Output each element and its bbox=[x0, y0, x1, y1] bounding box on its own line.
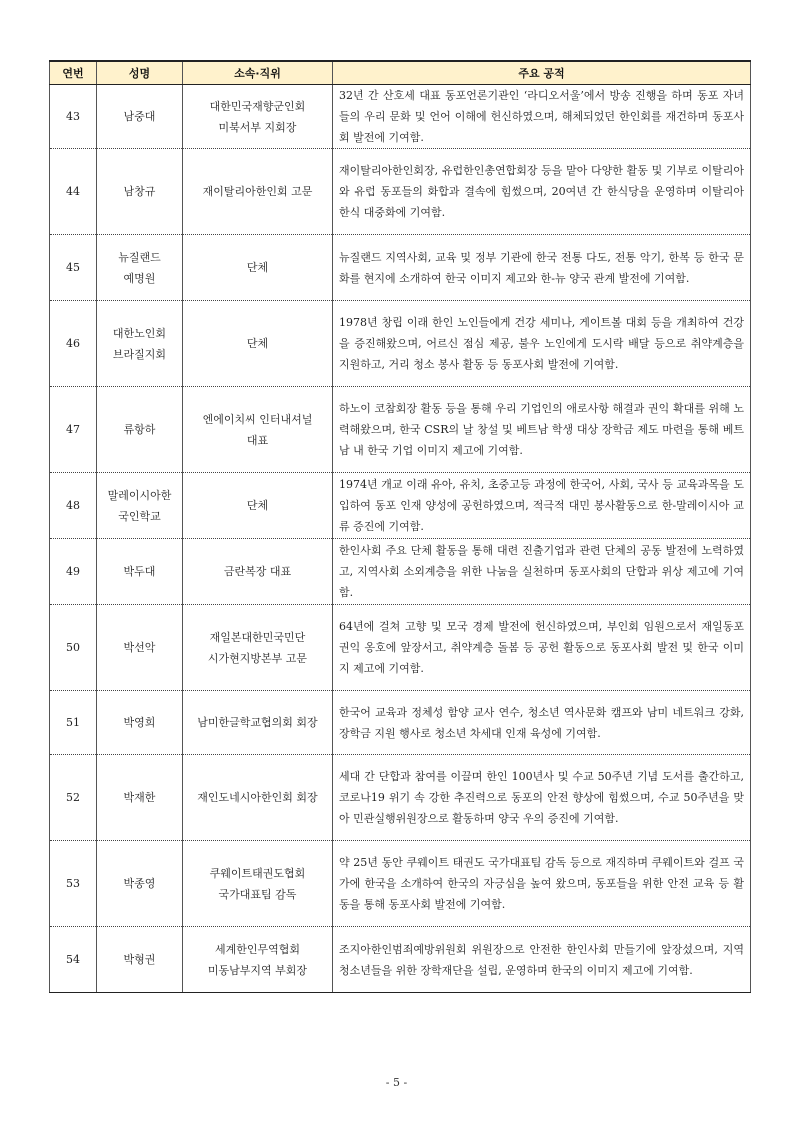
affiliation-line: 미북서부 지회장 bbox=[218, 120, 297, 134]
name-line: 박종영 bbox=[123, 877, 156, 890]
affiliation-line: 대표 bbox=[246, 433, 269, 447]
achievement-cell: 뉴질랜드 지역사회, 교육 및 정부 기관에 한국 전통 다도, 전통 악기, 한복 등 한국 문화를 현지에 소개하여 한국 이미지 제고와 한-뉴 양국 관계 발전에 기여함. bbox=[333, 235, 751, 301]
affiliation-cell bbox=[183, 605, 333, 691]
name-cell bbox=[97, 473, 183, 539]
row-number: 53 bbox=[50, 841, 97, 927]
name-cell bbox=[97, 691, 183, 755]
name-cell bbox=[97, 755, 183, 841]
name-line: 브라질지회 bbox=[112, 347, 167, 361]
table-row bbox=[50, 301, 751, 387]
table-body bbox=[50, 85, 751, 993]
table-row bbox=[50, 605, 751, 691]
header-achievements: 주요 공적 bbox=[333, 61, 751, 85]
name-line: 박두대 bbox=[123, 565, 156, 578]
achievement-cell: 한국어 교육과 정체성 함양 교사 연수, 청소년 역사문화 캠프와 남미 네트워크 강화, 장학금 지원 행사로 청소년 차세대 인재 육성에 기여함. bbox=[333, 691, 751, 755]
header-name: 성명 bbox=[97, 61, 183, 85]
name-cell bbox=[97, 841, 183, 927]
affiliation-line: 엔에이치씨 인터내셔널 bbox=[202, 412, 313, 426]
row-number: 50 bbox=[50, 605, 97, 691]
name-line: 말레이시아한 bbox=[107, 488, 172, 502]
name-cell bbox=[97, 301, 183, 387]
name-cell bbox=[97, 235, 183, 301]
achievement-cell: 조지아한인범죄예방위원회 위원장으로 안전한 한인사회 만들기에 앞장섰으며, 지역 청소년들을 위한 장학재단을 설립, 운영하며 한국의 이미지 제고에 기여함. bbox=[333, 927, 751, 993]
achievement-cell: 32년 간 산호세 대표 동포언론기관인 ‘라디오서울’에서 방송 진행을 하며 동포 자녀들의 우리 문화 및 언어 이해에 헌신하였으며, 해체되었던 한인회를 재건하며 동포사회 발전에 기여함. bbox=[333, 85, 751, 149]
affiliation-line: 단체 bbox=[246, 337, 269, 350]
row-number: 43 bbox=[50, 85, 97, 149]
name-line: 남창규 bbox=[123, 185, 156, 198]
name-cell bbox=[97, 149, 183, 235]
name-line: 박재한 bbox=[123, 791, 156, 804]
achievement-cell: 한인사회 주요 단체 활동을 통해 대련 진출기업과 관련 단체의 공동 발전에 노력하였고, 지역사회 소외계층을 위한 나눔을 실천하며 동포사회의 단합과 위상 제고에 기여함. bbox=[333, 539, 751, 605]
affiliation-cell bbox=[183, 85, 333, 149]
row-number: 46 bbox=[50, 301, 97, 387]
header-affiliation: 소속·직위 bbox=[183, 61, 333, 85]
table-row bbox=[50, 841, 751, 927]
header-num: 연번 bbox=[50, 61, 97, 85]
table-row bbox=[50, 473, 751, 539]
row-number: 51 bbox=[50, 691, 97, 755]
table-row bbox=[50, 539, 751, 605]
affiliation-cell bbox=[183, 149, 333, 235]
achievement-cell: 1974년 개교 이래 유아, 유치, 초중고등 과정에 한국어, 사회, 국사 등 교육과목을 도입하여 동포 인재 양성에 공헌하였으며, 적극적 대민 봉사활동으로 한-말레이시아 교류 증진에 기여함. bbox=[333, 473, 751, 539]
affiliation-cell bbox=[183, 301, 333, 387]
affiliation-line: 재일본대한민국민단 bbox=[209, 630, 306, 644]
row-number: 48 bbox=[50, 473, 97, 539]
row-number: 44 bbox=[50, 149, 97, 235]
achievement-cell: 하노이 코참회장 활동 등을 통해 우리 기업인의 애로사항 해결과 권익 확대를 위해 노력해왔으며, 한국 CSR의 날 창설 및 베트남 학생 대상 장학금 제도 마련을 통해 베트남 내 한국 기업 이미지 제고에 기여함. bbox=[333, 387, 751, 473]
affiliation-cell bbox=[183, 539, 333, 605]
table-row bbox=[50, 235, 751, 301]
row-number: 47 bbox=[50, 387, 97, 473]
name-line: 국인학교 bbox=[118, 509, 161, 523]
row-number: 52 bbox=[50, 755, 97, 841]
affiliation-cell bbox=[183, 755, 333, 841]
affiliation-line: 단체 bbox=[246, 261, 269, 274]
affiliation-cell bbox=[183, 691, 333, 755]
achievement-cell: 64년에 걸쳐 고향 및 모국 경제 발전에 헌신하였으며, 부인회 임원으로서 재일동포 권익 옹호에 앞장서고, 취약계층 돌봄 등 공헌 활동으로 동포사회 발전 및 한국 이미지 제고에 기여함. bbox=[333, 605, 751, 691]
name-line: 남중대 bbox=[123, 110, 156, 123]
name-line: 박선악 bbox=[123, 641, 156, 654]
table-row bbox=[50, 691, 751, 755]
name-cell bbox=[97, 85, 183, 149]
row-number: 45 bbox=[50, 235, 97, 301]
name-cell bbox=[97, 387, 183, 473]
table-header-row bbox=[50, 61, 751, 85]
row-number: 49 bbox=[50, 539, 97, 605]
name-line: 뉴질랜드 bbox=[118, 250, 161, 264]
affiliation-line: 쿠웨이트태권도협회 bbox=[209, 866, 306, 880]
name-line: 류항하 bbox=[123, 423, 156, 436]
achievement-cell: 약 25년 동안 쿠웨이트 태권도 국가대표팀 감독 등으로 재직하며 쿠웨이트와 걸프 국가에 한국을 소개하여 한국의 자긍심을 높여 왔으며, 동포들을 위한 안전 교육 등 활동을 통해 동포사회 발전에 기여함. bbox=[333, 841, 751, 927]
affiliation-line: 국가대표팀 감독 bbox=[218, 887, 297, 901]
affiliation-line: 단체 bbox=[246, 499, 269, 512]
table-row bbox=[50, 755, 751, 841]
name-line: 대한노인회 bbox=[112, 326, 167, 340]
row-number: 54 bbox=[50, 927, 97, 993]
affiliation-cell bbox=[183, 927, 333, 993]
name-cell bbox=[97, 927, 183, 993]
affiliation-line: 남미한글학교협의회 회장 bbox=[197, 716, 318, 729]
affiliation-line: 금란복장 대표 bbox=[223, 565, 292, 578]
table-row bbox=[50, 387, 751, 473]
affiliation-line: 세계한인무역협회 bbox=[214, 942, 300, 956]
achievement-cell: 세대 간 단합과 참여를 이끌며 한인 100년사 및 수교 50주년 기념 도서를 출간하고, 코로나19 위기 속 강한 추진력으로 동포의 안전 향상에 힘썼으며, 수교 50주년을 맞아 민관실행위원장으로 활동하며 양국 우의 증진에 기여함. bbox=[333, 755, 751, 841]
page-number: - 5 - bbox=[385, 1076, 408, 1089]
name-cell bbox=[97, 539, 183, 605]
affiliation-line: 재이탈리아한인회 고문 bbox=[202, 185, 313, 198]
affiliation-line: 대한민국재향군인회 bbox=[209, 99, 306, 113]
table-row bbox=[50, 85, 751, 149]
name-line: 예명원 bbox=[123, 271, 156, 285]
affiliation-line: 미동남부지역 부회장 bbox=[207, 963, 308, 977]
awards-table bbox=[49, 60, 751, 993]
affiliation-line: 시가현지방본부 고문 bbox=[207, 651, 308, 665]
table-row bbox=[50, 149, 751, 235]
name-line: 박영희 bbox=[123, 716, 156, 729]
affiliation-cell bbox=[183, 841, 333, 927]
table-row bbox=[50, 927, 751, 993]
achievement-cell: 1978년 창립 이래 한인 노인들에게 건강 세미나, 게이트볼 대회 등을 개최하여 건강을 증진해왔으며, 어르신 점심 제공, 불우 노인에게 도시락 배달 등으로 취약계층을 지원하고, 거리 청소 봉사 활동 등 동포사회 발전에 기여함. bbox=[333, 301, 751, 387]
name-cell bbox=[97, 605, 183, 691]
achievement-cell: 재이탈리아한인회장, 유럽한인총연합회장 등을 맡아 다양한 활동 및 기부로 이탈리아와 유럽 동포들의 화합과 결속에 힘썼으며, 20여년 간 한식당을 운영하며 이탈리아 한식 대중화에 기여함. bbox=[333, 149, 751, 235]
affiliation-cell bbox=[183, 235, 333, 301]
affiliation-line: 재인도네시아한인회 회장 bbox=[197, 791, 318, 804]
affiliation-cell bbox=[183, 387, 333, 473]
name-line: 박형권 bbox=[123, 953, 156, 966]
affiliation-cell bbox=[183, 473, 333, 539]
